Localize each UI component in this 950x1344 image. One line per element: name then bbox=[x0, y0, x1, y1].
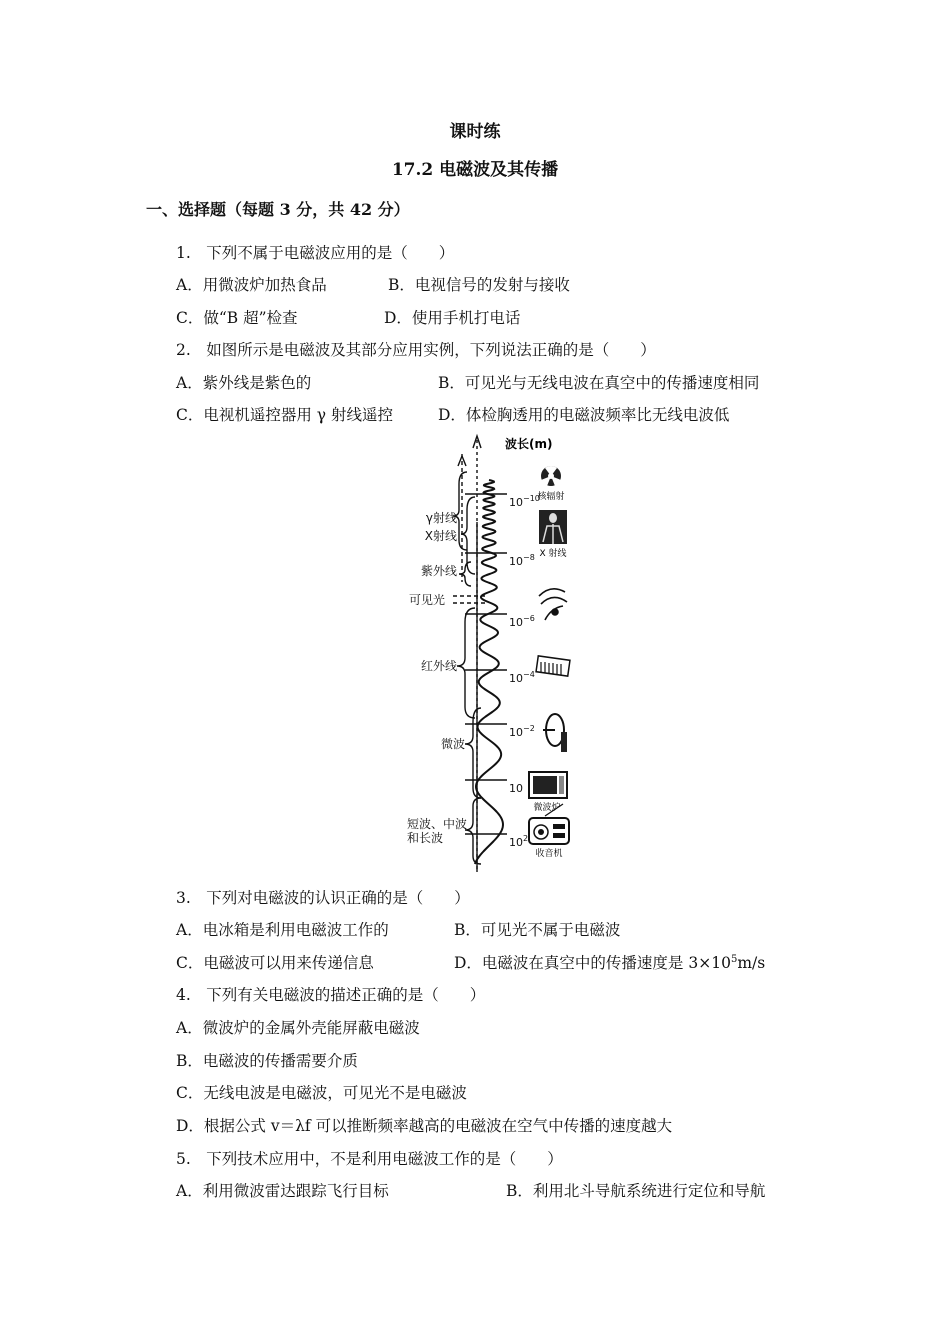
q4-stem: 4. 下列有关电磁波的描述正确的是（ ） bbox=[176, 986, 486, 1004]
label-ir: 红外线 bbox=[420, 659, 457, 673]
q3-option-d: D．电磁波在真空中的传播速度是 $3\times 10^5m/s$ bbox=[454, 953, 766, 972]
label-micro: 微波 bbox=[440, 737, 465, 751]
micro-brace bbox=[465, 708, 481, 798]
tick-label-4: $10^{-4}$ bbox=[509, 670, 535, 685]
page-title: 课时练 bbox=[449, 122, 501, 142]
label-visible: 可见光 bbox=[408, 593, 445, 607]
oven-label: 微波炉 bbox=[533, 803, 561, 813]
uv-brace bbox=[459, 562, 471, 586]
axis-title: 波长(m) bbox=[505, 437, 553, 451]
label-radio-line1: 短波、中波 bbox=[406, 817, 467, 831]
q2-stem: 2. 如图所示是电磁波及其部分应用实例，下列说法正确的是（ ） bbox=[176, 341, 656, 359]
label-uv: 紫外线 bbox=[420, 564, 457, 578]
q2-option-c: C．电视机遥控器用 γ 射线遥控 bbox=[176, 406, 393, 424]
q5-option-b: B．利用北斗导航系统进行定位和导航 bbox=[506, 1182, 766, 1200]
q1-option-c: C．做“B 超”检查 bbox=[176, 309, 298, 327]
page-subtitle: 17.2 电磁波及其传播 bbox=[391, 160, 559, 180]
q3-stem: 3. 下列对电磁波的认识正确的是（ ） bbox=[176, 889, 470, 907]
em-spectrum-figure bbox=[395, 432, 595, 872]
q4-option-c: C．无线电波是电磁波，可见光不是电磁波 bbox=[176, 1084, 467, 1102]
tick-label-6: 10 bbox=[509, 782, 523, 795]
q2-option-d: D．体检胸透用的电磁波频率比无线电波低 bbox=[438, 406, 730, 424]
q4-option-b: B．电磁波的传播需要介质 bbox=[176, 1052, 358, 1070]
tick-label-2: $10^{-8}$ bbox=[509, 553, 535, 568]
radio-brace bbox=[465, 798, 481, 864]
xray-image-icon bbox=[539, 510, 567, 559]
q1-stem: 1. 下列不属于电磁波应用的是（ ） bbox=[176, 244, 455, 262]
nuclear-radiation-icon bbox=[537, 466, 564, 502]
xray-app-label: X 射线 bbox=[539, 549, 567, 559]
label-radio-line2: 和长波 bbox=[406, 831, 443, 845]
tick-label-5: $10^{-2}$ bbox=[509, 724, 535, 739]
q3-option-c: C．电磁波可以用来传递信息 bbox=[176, 954, 374, 972]
q4-option-a: A．微波炉的金属外壳能屏蔽电磁波 bbox=[176, 1019, 420, 1037]
section-heading: 一、选择题（每题 3 分，共 42 分） bbox=[146, 200, 410, 219]
q3-option-a: A．电冰箱是利用电磁波工作的 bbox=[176, 921, 389, 939]
microwave-oven-icon bbox=[529, 772, 567, 813]
ir-brace bbox=[457, 608, 475, 718]
nuclear-label: 核辐射 bbox=[537, 492, 565, 502]
q2-option-a: A．紫外线是紫色的 bbox=[176, 374, 312, 392]
satellite-dish-icon bbox=[543, 714, 567, 752]
q1-option-b: B．电视信号的发射与接收 bbox=[388, 276, 570, 294]
tick-label-7: $10^2$ bbox=[509, 834, 529, 849]
label-xray: X射线 bbox=[424, 529, 457, 543]
q1-option-a: A．用微波炉加热食品 bbox=[176, 276, 327, 294]
q5-stem: 5. 下列技术应用中，不是利用电磁波工作的是（ ） bbox=[176, 1150, 563, 1168]
q2-option-b: B．可见光与无线电波在真空中的传播速度相同 bbox=[438, 374, 760, 392]
tick-label-3: $10^{-6}$ bbox=[509, 614, 535, 629]
radio-label: 收音机 bbox=[535, 849, 563, 859]
q3-option-b: B．可见光不属于电磁波 bbox=[454, 921, 621, 939]
q1-option-d: D．使用手机打电话 bbox=[384, 309, 521, 327]
eye-icon bbox=[539, 589, 567, 620]
q5-option-a: A．利用微波雷达跟踪飞行目标 bbox=[176, 1182, 389, 1200]
remote-control-icon bbox=[536, 656, 570, 676]
q4-option-d: D．根据公式 v＝λf 可以推断频率越高的电磁波在空气中传播的速度越大 bbox=[176, 1117, 673, 1135]
em-wave-curve bbox=[475, 480, 503, 864]
label-gamma: γ射线 bbox=[425, 511, 457, 525]
tick-label-1: $10^{-10}$ bbox=[509, 494, 540, 509]
